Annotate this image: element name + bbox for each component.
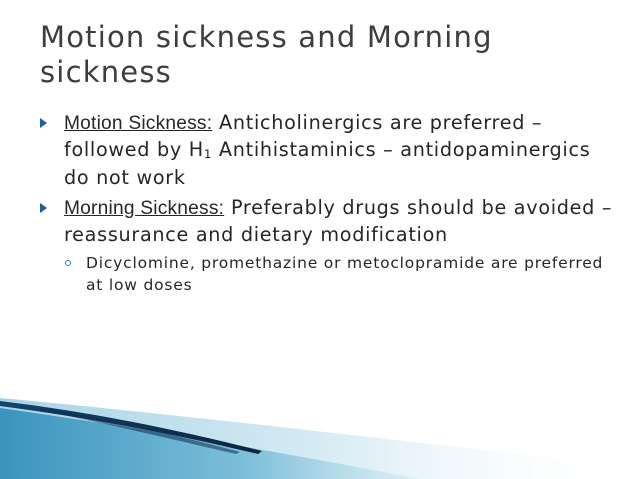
- bullet-text-part: Anticholinergics are preferred – followed by H: [64, 111, 543, 161]
- sub-bullet-text: Dicyclomine, promethazine or metoclopramide are preferred at low doses: [86, 254, 604, 294]
- term-motion-sickness: Motion Sickness:: [64, 113, 213, 134]
- bullet-text-part: Antihistaminics – antidopaminergics do not work: [64, 138, 591, 189]
- term-morning-sickness: Morning Sickness:: [64, 198, 225, 219]
- slide-title: Motion sickness and Morning sickness: [40, 20, 493, 89]
- bullet-text: Preferably drugs should be avoided – reassurance and dietary modification: [64, 196, 613, 246]
- subscript-1: 1: [203, 146, 213, 161]
